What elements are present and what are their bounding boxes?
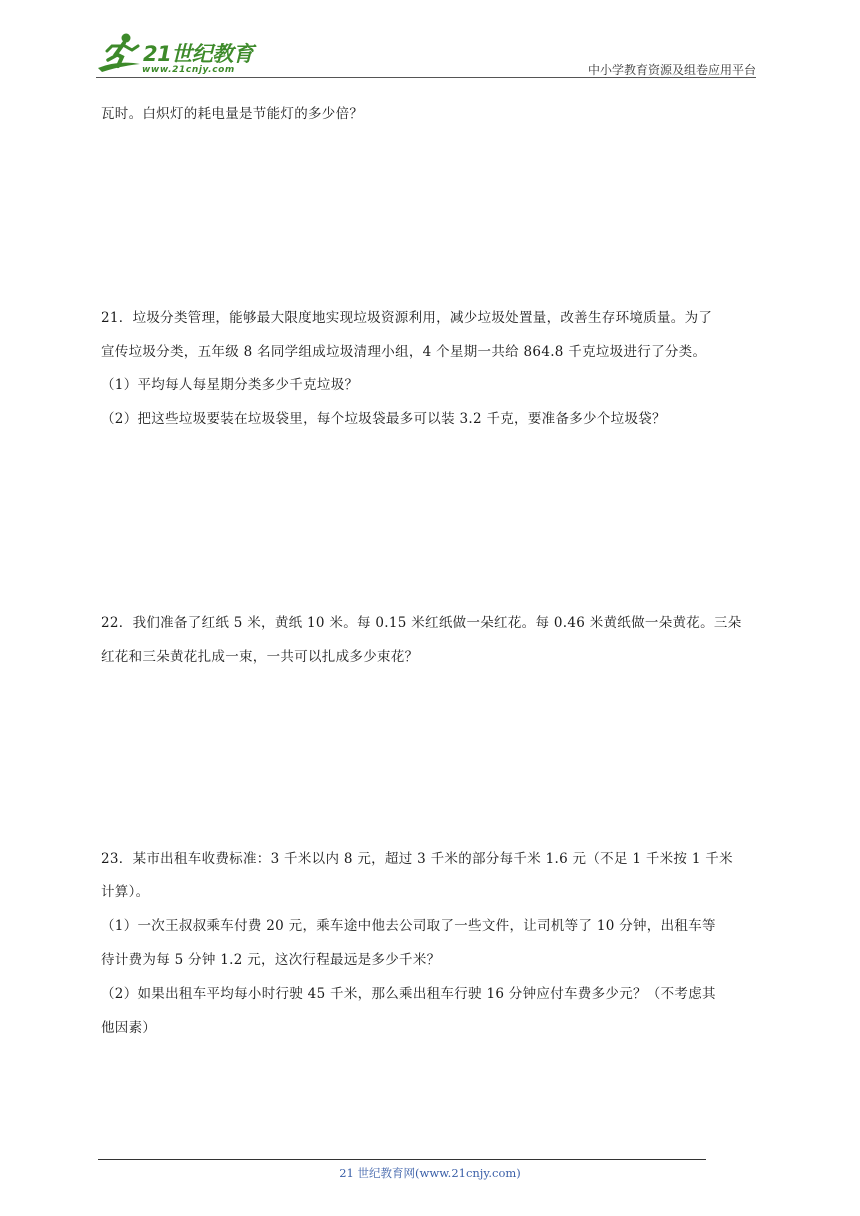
site-logo[interactable] bbox=[96, 30, 266, 78]
q23-sub1-line2: 待计费为每 5 分钟 1.2 元，这次行程最远是多少千米？ bbox=[101, 952, 441, 968]
q22-line1: 22．我们准备了红纸 5 米，黄纸 10 米。每 0.15 米红纸做一朵红花。每 0.46 米黄纸做一朵黄花。三朵 bbox=[101, 615, 742, 631]
footer-text[interactable]: 21 世纪教育网(www.21cnjy.com) bbox=[339, 1166, 521, 1180]
q20-tail: 瓦时。白炽灯的耗电量是节能灯的多少倍？ bbox=[101, 106, 364, 122]
q23-sub2-line2: 他因素） bbox=[101, 1020, 157, 1036]
logo-text: 21世纪教育 bbox=[143, 42, 254, 66]
q23-sub1-line1: （1）一次王叔叔乘车付费 20 元，乘车途中他去公司取了一些文件，让司机等了 10 分钟，出租车等 bbox=[101, 918, 716, 934]
q23-line1: 23．某市出租车收费标准：3 千米以内 8 元，超过 3 千米的部分每千米 1.6 元（不足 1 千米按 1 千米 bbox=[101, 851, 733, 867]
q21-line2: 宣传垃圾分类，五年级 8 名同学组成垃圾清理小组，4 个星期一共给 864.8 千克垃圾进行了分类。 bbox=[101, 344, 707, 360]
header-divider bbox=[96, 77, 756, 78]
page-header bbox=[96, 30, 756, 78]
platform-label: 中小学教育资源及组卷应用平台 bbox=[587, 63, 756, 77]
q23-sub2-line1: （2）如果出租车平均每小时行驶 45 千米，那么乘出租车行驶 16 分钟应付车费多少元？（不考虑其 bbox=[101, 986, 716, 1002]
runner-logo-icon bbox=[96, 30, 146, 78]
q22-line2: 红花和三朵黄花扎成一束，一共可以扎成多少束花？ bbox=[101, 649, 419, 665]
q21-line1: 21．垃圾分类管理，能够最大限度地实现垃圾资源利用，减少垃圾处置量，改善生存环境质量。为了 bbox=[101, 310, 713, 326]
footer-divider bbox=[98, 1159, 706, 1160]
q21-sub2: （2）把这些垃圾要装在垃圾袋里，每个垃圾袋最多可以装 3.2 千克，要准备多少个垃圾袋？ bbox=[101, 411, 666, 427]
logo-url: www.21cnjy.com bbox=[142, 65, 235, 75]
q23-line2: 计算）。 bbox=[101, 884, 150, 900]
q21-sub1: （1）平均每人每星期分类多少千克垃圾？ bbox=[101, 377, 359, 393]
